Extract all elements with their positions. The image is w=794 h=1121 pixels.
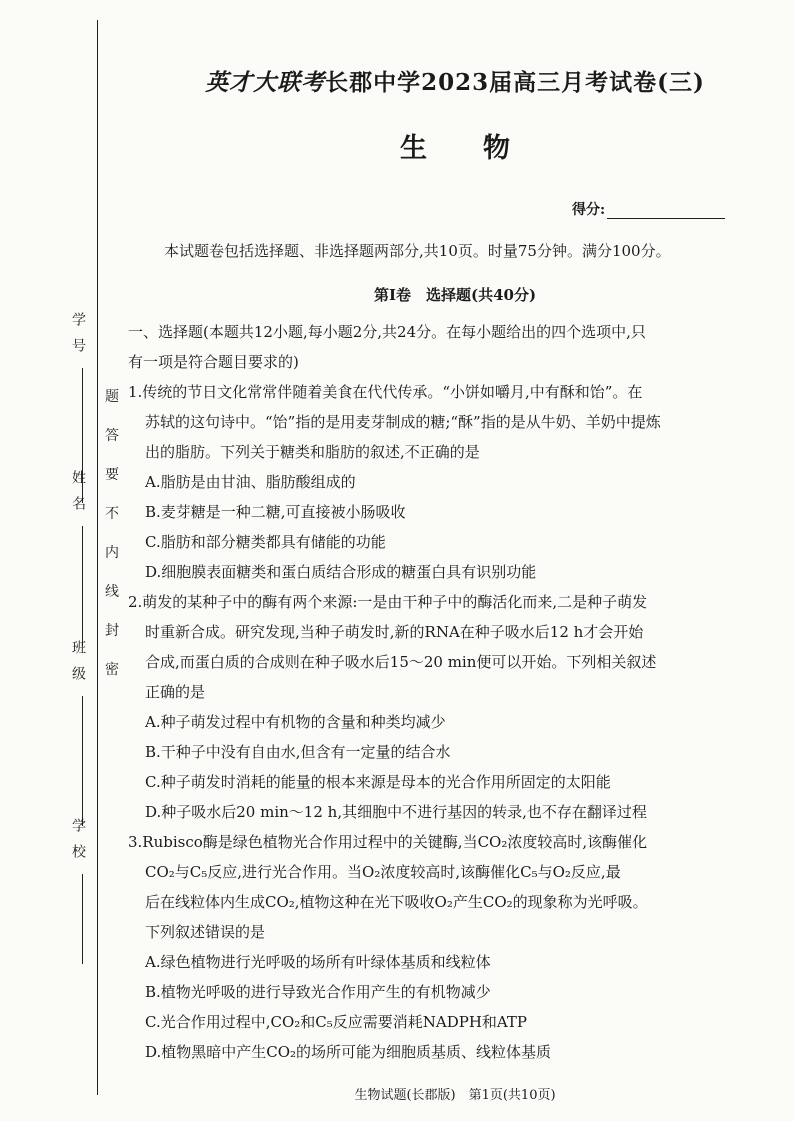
- q3-option-c: C.光合作用过程中,CO₂和C₅反应需要消耗NADPH和ATP: [145, 1013, 528, 1031]
- seal-char: 线: [105, 584, 119, 600]
- student-no-label: 学号: [70, 312, 86, 364]
- q3-option-d: D.植物黑暗中产生CO₂的场所可能为细胞质基质、线粒体基质: [145, 1043, 552, 1061]
- subject-title: 生物: [400, 133, 566, 164]
- instructions-line: 一、选择题(本题共12小题,每小题2分,共24分。在每小题给出的四个选项中,只: [128, 323, 646, 341]
- name-field: [70, 470, 94, 650]
- exam-title: [128, 64, 782, 97]
- q1-option-a: A.脂肪是由甘油、脂肪酸组成的: [145, 473, 356, 491]
- q3-option-b: B.植物光呼吸的进行导致光合作用产生的有机物减少: [145, 983, 491, 1001]
- question-body: [128, 317, 782, 1067]
- q3-stem: 后在线粒体内生成CO₂,植物这种在光下吸收O₂产生CO₂的现象称为光呼吸。: [145, 893, 648, 911]
- seal-line: [97, 20, 98, 1095]
- q2-option-b: B.干种子中没有自由水,但含有一定量的结合水: [145, 743, 451, 761]
- q1-stem: 出的脂肪。下列关于糖类和脂肪的叙述,不正确的是: [145, 443, 480, 461]
- seal-char: 题: [105, 389, 119, 405]
- score-field: [572, 199, 725, 219]
- section-title: 第Ⅰ卷 选择题(共40分): [373, 286, 537, 304]
- seal-char: 密: [105, 662, 119, 678]
- q2-option-d: D.种子吸水后20 min～12 h,其细胞中不进行基因的转录,也不存在翻译过程: [145, 803, 647, 821]
- page-footer: 生物试题(长郡版) 第1页(共10页): [354, 1088, 556, 1103]
- exam-brand: 英才大联考: [205, 69, 326, 96]
- seal-char: 不: [105, 506, 119, 522]
- q3-stem: CO₂与C₅反应,进行光合作用。当O₂浓度较高时,该酶催化C₅与O₂反应,最: [145, 863, 621, 881]
- q3-stem: 下列叙述错误的是: [145, 923, 266, 941]
- q2-stem: 正确的是: [145, 683, 206, 701]
- q2-stem: 时重新合成。研究发现,当种子萌发时,新的RNA在种子吸水后12 h才会开始: [145, 623, 644, 641]
- exam-title-text: 长郡中学2023届高三月考试卷(三): [325, 69, 705, 96]
- class-blank: [82, 696, 83, 826]
- seal-char: 答: [105, 428, 119, 444]
- name-label: 姓名: [70, 470, 86, 522]
- class-field: [70, 640, 94, 830]
- binding-margin: [0, 0, 125, 1121]
- instructions-line: 有一项是符合题目要求的): [128, 353, 299, 371]
- seal-char: 封: [105, 623, 119, 639]
- q2-option-c: C.种子萌发时消耗的能量的根本来源是母本的光合作用所固定的太阳能: [145, 773, 611, 791]
- q1-option-b: B.麦芽糖是一种二糖,可直接被小肠吸收: [145, 503, 406, 521]
- q3-option-a: A.绿色植物进行光呼吸的场所有叶绿体基质和线粒体: [145, 953, 491, 971]
- q1-option-c: C.脂肪和部分糖类都具有储能的功能: [145, 533, 386, 551]
- q3-stem: 3.Rubisco酶是绿色植物光合作用过程中的关键酶,当CO₂浓度较高时,该酶催化: [128, 833, 648, 851]
- exam-intro: 本试题卷包括选择题、非选择题两部分,共10页。时量75分钟。满分100分。: [164, 242, 671, 260]
- q2-stem: 2.萌发的某种子中的酶有两个来源:一是由干种子中的酶活化而来,二是种子萌发: [128, 593, 648, 611]
- score-label: 得分:: [572, 202, 606, 218]
- class-label: 班级: [70, 640, 86, 692]
- school-field: [70, 818, 94, 968]
- school-label: 学校: [70, 818, 86, 870]
- name-blank: [82, 526, 83, 646]
- q1-stem: 苏轼的这句诗中。“饴”指的是用麦芽制成的糖;“酥”指的是从牛奶、羊奶中提炼: [145, 413, 661, 431]
- score-blank: [607, 204, 725, 219]
- q2-stem: 合成,而蛋白质的合成则在种子吸水后15～20 min便可以开始。下列相关叙述: [145, 653, 657, 671]
- q1-stem: 1.传统的节日文化常常伴随着美食在代代传承。“小饼如嚼月,中有酥和饴”。在: [128, 383, 643, 401]
- seal-char: 内: [105, 545, 119, 561]
- q2-option-a: A.种子萌发过程中有机物的含量和种类均减少: [145, 713, 446, 731]
- exam-content: [128, 0, 782, 1121]
- seal-char: 要: [105, 467, 119, 483]
- school-blank: [82, 874, 83, 964]
- q1-option-d: D.细胞膜表面糖类和蛋白质结合形成的糖蛋白具有识别功能: [145, 563, 537, 581]
- seal-note: [103, 378, 121, 690]
